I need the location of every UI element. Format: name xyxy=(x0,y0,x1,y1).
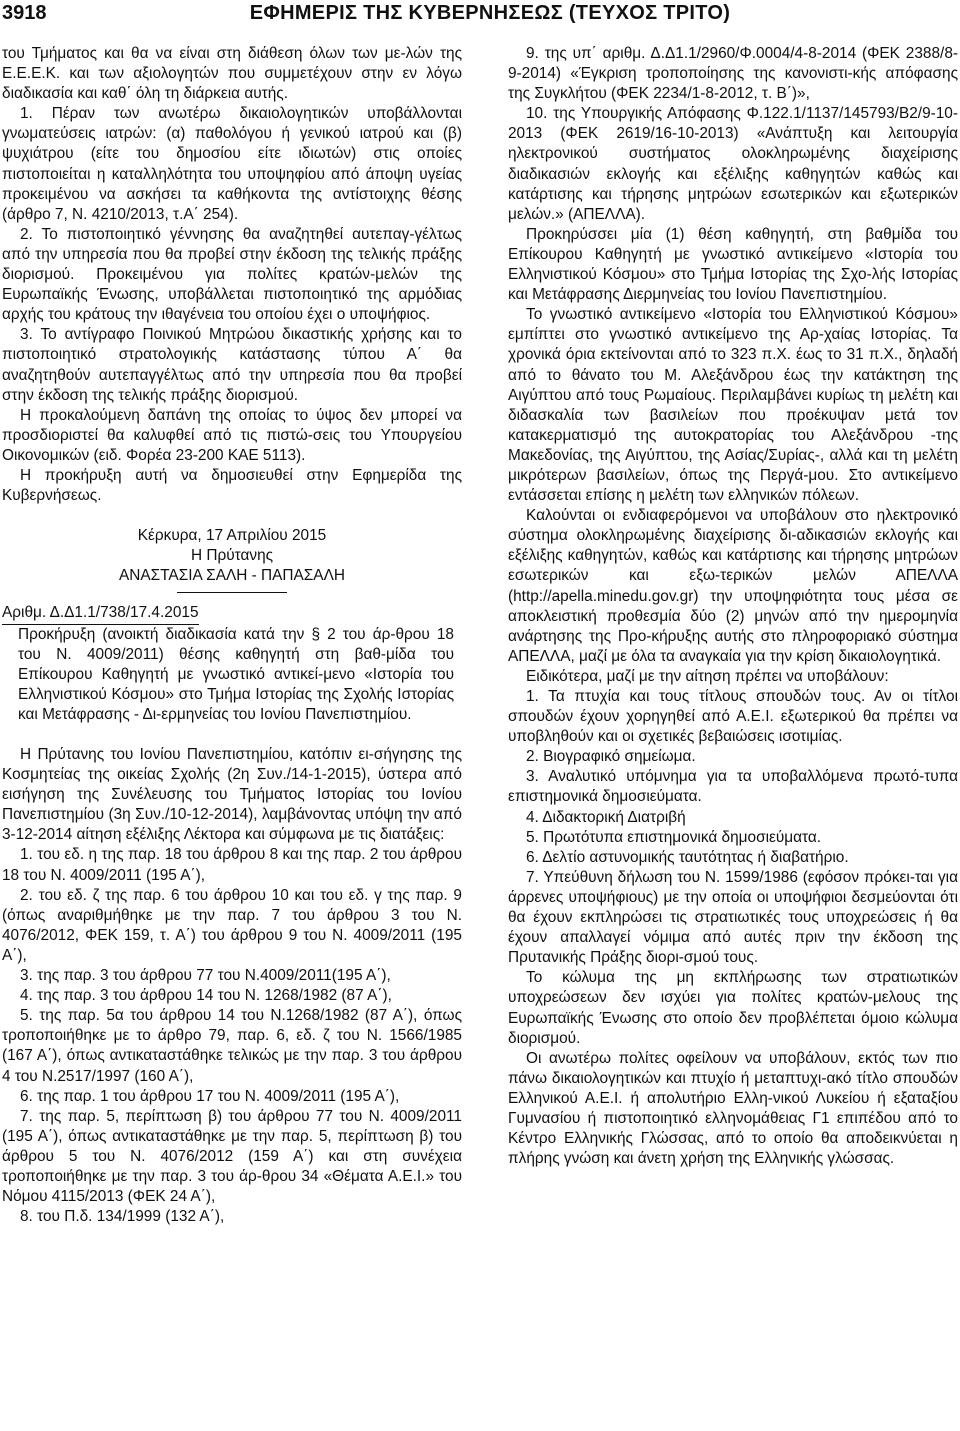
paragraph: Καλούνται οι ενδιαφερόμενοι να υποβάλουν στο ηλεκτρονικό σύστημα ολοκληρωμένης διαχείρισης δι-αδικασιών εκλογής και εξέλιξης καθηγητών, καθώς και κατάρτισης και τήρησης μητρώων εσωτερικών και εξω-τερικών μελών ΑΠΕΛΛΑ (http://apella.minedu.gov.gr) την υποψηφιότητα τους μέσα σε αποκλειστική προθεσμία δύο (2) μηνών από την ημερομηνία ανάρτησης της Προ-κήρυξης αυτής στο πληροφοριακό σύστημα ΑΠΕΛΛΑ, μαζί με όλα τα αναγκαία για την κρίση δικαιολογητικά. xyxy=(508,507,958,665)
paragraph: του Τμήματος και θα να είναι στη διάθεση όλων των με-λών της Ε.Ε.Ε.Κ. και των αξιολογητών που συμμετέχουν στην εν λόγω διαδικασία και καθ΄ όλη τη διάρκεια αυτής. xyxy=(2,45,462,103)
list-item: 3. της παρ. 3 του άρθρου 77 του Ν.4009/2011(195 Α΄), xyxy=(20,967,391,985)
list-item: 7. της παρ. 5, περίπτωση β) του άρθρου 77 του Ν. 4009/2011 (195 Α΄), όπως αντικαταστάθηκε με την παρ. 5, περίπτωση β) του άρθρου 5 του Ν. 4076/2012 (159 Α΄) και στη συνέχεια τροποποιήθηκε με την παρ. 3 του άρ-θρου 34 «Θέματα Α.Ε.Ι.» του Νόμου 4115/2013 (ΦΕΚ 24 Α΄), xyxy=(2,1107,462,1206)
list-item: 1. Τα πτυχία και τους τίτλους σπουδών τους. Αν οι τίτλοι σπουδών έχουν χορηγηθεί από Α.Ε.Ι. εξωτερικού θα πρέπει να υποβληθούν και οι σχετικές βεβαιώσεις ισοτιμίας. xyxy=(508,688,958,746)
list-item: 5. της παρ. 5α του άρθρου 14 του Ν.1268/1982 (87 Α΄), όπως τροποποιήθηκε με το άρθρο 79, παρ. 6, εδ. ζ του Ν. 1566/1985 (167 Α΄), όπως αντικαταστάθηκε τελικώς με την παρ. 3 του άρθρου 4 του Ν.2517/1997 (160 Α΄), xyxy=(2,1007,462,1085)
separator-line xyxy=(177,592,287,593)
paragraph: Προκηρύσσει μία (1) θέση καθηγητή, στη βαθμίδα του Επίκουρου Καθηγητή με γνωστικό αντικείμενο «Ιστορία του Ελληνιστικού Κόσμου» στο Τμήμα Ιστορίας της Σχο-λής Ιστορίας και Μετάφρασης Διερμηνείας του Ιονίου Πανεπιστημίου. xyxy=(508,225,958,304)
list-item: 4. της παρ. 3 του άρθρου 14 του Ν. 1268/1982 (87 Α΄), xyxy=(20,987,392,1005)
paragraph: 3. Το αντίγραφο Ποινικού Μητρώου δικαστικής χρήσης και το πιστοποιητικό στρατολογικής κατάστασης τύπου Α΄ θα αναζητηθούν αυτεπαγγέλτως από την υπηρεσία που θα προβεί στην έκδοση της τελικής πράξης διορισμού. xyxy=(2,326,462,404)
paragraph: Η Πρύτανης του Ιονίου Πανεπιστημίου, κατόπιν ει-σήγησης της Κοσμητείας της οικείας Σχολής (2η Συν./14-1-2015), ύστερα από εισήγηση της Συνέλευσης του Τμήματος Ιστορίας του Ιονίου Πανεπιστημίου (3η Συν./10-12-2014), λαμβάνοντας υπόψη την από 3-12-2014 αίτηση εξέλιξης Λέκτορα και σύμφωνα με τις διατάξεις: xyxy=(2,746,462,844)
list-item: 2. Βιογραφικό σημείωμα. xyxy=(526,748,696,766)
signature-role: Η Πρύτανης xyxy=(190,547,274,565)
paragraph: Οι ανωτέρω πολίτες οφείλουν να υποβάλουν, εκτός των πιο πάνω δικαιολογητικών και πτυχίο ή μεταπτυχι-ακό τίτλο σπουδών Ελληνικού Α.Ε.Ι. ή απολυτήριο Ελλη-νικού Λυκείου ή εξαταξίου Γυμνασίου ή πιστοποιητικό ελληνομάθειας Γ1 επιπέδου από το Κέντρο Ελληνικής Γλώσσας, από το οποίο θα αποδεικνύεται η πλήρης γνώση και άνετη χρήση της Ελληνικής γλώσσας. xyxy=(508,1049,958,1168)
paragraph: Το γνωστικό αντικείμενο «Ιστορία του Ελληνιστικού Κόσμου» εμπίπτει στο γνωστικό αντικείμενο της Αρ-χαίας Ιστορίας. Τα χρονικά όρια εκτείνονται από το 323 π.Χ. έως το 31 π.Χ., δηλαδή από το θάνατο του Μ. Αλεξάνδρου έως την κατάκτηση της Αιγύπτου από τους Ρωμαίους. Περιλαμβάνει κυρίως τη μελέτη και διδασκαλία των βασιλείων που προέκυψαν μετά τον κατακερματισμό της αυτοκρατορίας του Αλεξάνδρου -της Μακεδονίας, της Αιγύπτου, της Ασίας/Συρίας-, αλλά και τη μελέτη μικρότερων βασιλείων, όπως της Περγά-μου. Στο αντικείμενο εντάσσεται επίσης η μελέτη των ελληνικών πόλεων. xyxy=(508,306,958,505)
list-item: 6. της παρ. 1 του άρθρου 17 του Ν. 4009/2011 (195 Α΄), xyxy=(20,1087,400,1105)
list-item: 5. Πρωτότυπα επιστημονικά δημοσιεύματα. xyxy=(526,828,822,846)
list-item: 8. του Π.δ. 134/1999 (132 Α΄), xyxy=(20,1208,225,1226)
list-item: 3. Αναλυτικό υπόμνημα για τα υποβαλλόμενα πρωτό-τυπα επιστημονικά δημοσιεύματα. xyxy=(508,768,958,806)
signature-place-date: Κέρκυρα, 17 Απριλίου 2015 xyxy=(137,527,327,545)
list-item: 2. του εδ. ζ της παρ. 6 του άρθρου 10 και του εδ. γ της παρ. 9 (όπως αναριθμήθηκε με την παρ. 7 του άρθρου 3 του Ν. 4076/2012, ΦΕΚ 159, τ. Α΄) του άρθρου 9 του Ν. 4009/2011 (195 Α΄), xyxy=(2,886,462,964)
paragraph: 2. Το πιστοποιητικό γέννησης θα αναζητηθεί αυτεπαγ-γέλτως από την υπηρεσία που θα προβεί στην έκδοση της τελικής πράξης διορισμού. Προκειμένου για πολίτες κρατών-μελών της Ευρωπαϊκής Ένωσης, υποβάλλεται πιστοποιητικό της αρμόδιας αρχής του κράτους την ιθαγένεια του οποίου έχει ο υποψήφιος. xyxy=(2,225,462,324)
spacer xyxy=(2,725,462,745)
paragraph: Η προκήρυξη αυτή να δημοσιευθεί στην Εφημερίδα της Κυβερνήσεως. xyxy=(2,466,462,505)
list-item: 7. Υπεύθυνη δήλωση του Ν. 1599/1986 (εφόσον πρόκει-ται για άρρενες υποψήφιους) με την οποία οι υποψήφιοι δεσμεύονται ότι θα έχουν εκπληρώσει τις στρατιωτικές τους υποχρεώσεις ή θα έχουν απαλλαγεί νόμιμα από αυτές πριν την έκδοση της Πρυτανικής Πράξης διορι-σμού τους. xyxy=(508,868,958,967)
gazette-title: ΕΦΗΜΕΡΙΣ ΤΗΣ ΚΥΒΕΡΝΗΣΕΩΣ (ΤΕΥΧΟΣ ΤΡΙΤΟ) xyxy=(249,2,731,24)
decision-reference: Αριθμ. Δ.Δ1.1/738/17.4.2015 xyxy=(2,603,199,624)
page-header xyxy=(0,0,960,36)
paragraph: Η προκαλούμενη δαπάνη της οποίας το ύψος δεν μπορεί να προσδιοριστεί θα καλυφθεί από τις πιστώ-σεις του Υπουργείου Οικονομικών (ειδ. Φορέα 23-200 ΚΑΕ 5113). xyxy=(2,406,462,464)
paragraph: 1. Πέραν των ανωτέρω δικαιολογητικών υποβάλλονται γνωματεύσεις ιατρών: (α) παθολόγου ή γενικού ιατρού και (β) ψυχιάτρου (είτε του δημοσίου είτε ιδιωτών) στις οποίες πιστοποιείται η καταλληλότητα του υποψηφίου από άποψη υγείας προκειμένου να ασκήσει τα καθήκοντα της αντίστοιχης θέσης (άρθρο 7, Ν. 4210/2013, τ.Α΄ 254). xyxy=(2,105,462,223)
right-column xyxy=(508,44,958,1169)
announcement-summary: Προκήρυξη (ανοικτή διαδικασία κατά την § 2 του άρ-θρου 18 του Ν. 4009/2011) θέσης καθηγητή στη βαθ-μίδα του Επίκουρου Καθηγητή με γνωστικό αντικεί-μενο «Ιστορία του Ελληνιστικού Κόσμου» στο Τμήμα Ιστορίας της Σχολής Ιστορίας και Μετάφρασης - Δι-ερμηνείας του Ιονίου Πανεπιστημίου. xyxy=(18,625,454,723)
list-item: 1. του εδ. η της παρ. 18 του άρθρου 8 και της παρ. 2 του άρθρου 18 του Ν. 4009/2011 (195 Α΄), xyxy=(2,846,462,884)
list-item: 10. της Υπουργικής Απόφασης Φ.122.1/1137/145793/Β2/9-10-2013 (ΦΕΚ 2619/16-10-2013) «Ανάπτυξη και λειτουργία ηλεκτρονικού συστήματος ολοκληρωμένης διαχείρισης διαδικασιών εκλογής και εξέλιξης καθηγητών καθώς και κατάρτισης και τήρησης μητρώων εσωτερικών και εξωτερικών μελών.» (ΑΠΕΛΛΑ). xyxy=(508,105,958,223)
paragraph: Ειδικότερα, μαζί με την αίτηση πρέπει να υποβάλουν: xyxy=(526,667,889,685)
list-item: 4. Διδακτορική Διατριβή xyxy=(526,808,686,826)
signature-name: ΑΝΑΣΤΑΣΙΑ ΣΑΛΗ - ΠΑΠΑΣΑΛΗ xyxy=(119,567,345,585)
page-number: 3918 xyxy=(2,2,47,24)
list-item: 6. Δελτίο αστυνομικής ταυτότητας ή διαβατήριο. xyxy=(526,848,849,866)
paragraph: Το κώλυμα της μη εκπλήρωσης των στρατιωτικών υποχρεώσεων δεν ισχύει για πολίτες κρατών-μελους της Ευρωπαϊκής Ένωσης στο οποίο δεν προβλέπεται όμοιο κώλυμα διορισμού. xyxy=(508,969,958,1047)
left-column xyxy=(2,44,462,1227)
list-item: 9. της υπ΄ αριθμ. Δ.Δ1.1/2960/Φ.0004/4-8-2014 (ΦΕΚ 2388/8-9-2014) «Έγκριση τροποποίησης της κανονιστι-κής απόφασης της Συγκλήτου (ΦΕΚ 2234/1-8-2012, τ. Β΄)», xyxy=(508,45,958,103)
